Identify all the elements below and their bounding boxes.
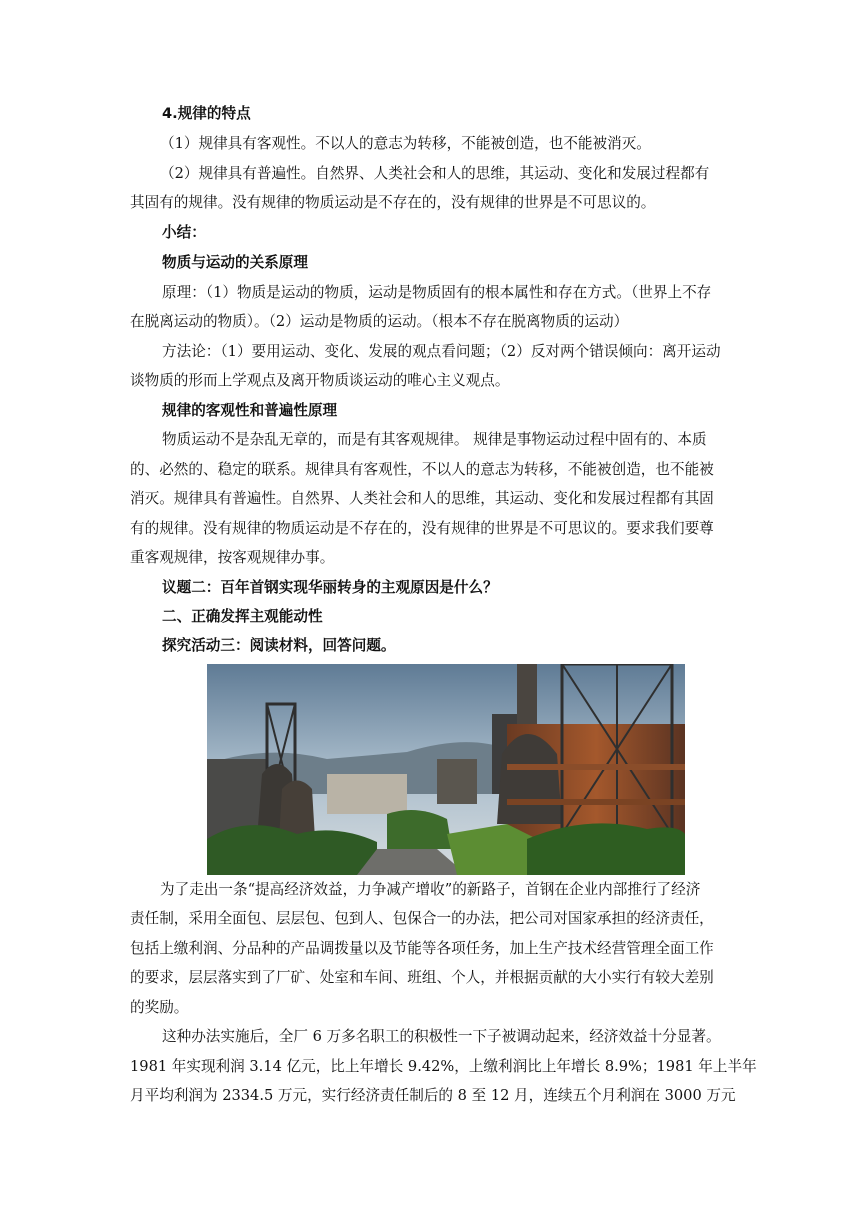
paragraph-line: 责任制，采用全面包、层层包、包到人、包保合一的办法，把公司对国家承担的经济责任， — [130, 910, 714, 927]
paragraph-line: 包括上缴利润、分品种的产品调拨量以及节能等各项任务，加上生产技术经营管理全面工作 — [130, 940, 714, 957]
paragraph-line: 的、必然的、稳定的联系。规律具有客观性，不以人的意志为转移，不能被创造，也不能被 — [130, 461, 714, 478]
section-heading-law-features: 4.规律的特点 — [162, 105, 251, 122]
paragraph-line: 重客观规律，按客观规律办事。 — [130, 549, 335, 566]
activity-three-heading: 探究活动三：阅读材料，回答问题。 — [162, 637, 396, 654]
paragraph-line: 为了走出一条“提高经济效益，力争减产增收”的新路子，首钢在企业内部推行了经济 — [160, 881, 701, 898]
shougang-steel-plant-photo — [207, 664, 685, 875]
subheading-matter-motion: 物质与运动的关系原理 — [162, 254, 308, 271]
paragraph-line: 消灭。规律具有普遍性。自然界、人类社会和人的思维，其运动、变化和发展过程都有其固 — [130, 490, 714, 507]
paragraph-line: （1）规律具有客观性。不以人的意志为转移，不能被创造，也不能被消灭。 — [160, 135, 651, 152]
paragraph-line: 方法论：（1）要用运动、变化、发展的观点看问题；（2）反对两个错误倾向：离开运动 — [162, 343, 721, 360]
paragraph-line: 谈物质的形而上学观点及离开物质谈运动的唯心主义观点。 — [130, 372, 510, 389]
paragraph-line: 1981 年实现利润 3.14 亿元，比上年增长 9.42%，上缴利润比上年增长 8.9%；1981 年上半年 — [130, 1058, 757, 1075]
section-two-heading: 二、正确发挥主观能动性 — [162, 608, 323, 625]
topic-two-heading: 议题二：百年首钢实现华丽转身的主观原因是什么？ — [162, 579, 498, 596]
paragraph-line: 的要求，层层落实到了厂矿、处室和车间、班组、个人，并根据贡献的大小实行有较大差别 — [130, 969, 714, 986]
summary-heading: 小结： — [162, 224, 206, 241]
paragraph-line: 这种办法实施后，全厂 6 万多名职工的积极性一下子被调动起来，经济效益十分显著。 — [162, 1028, 721, 1045]
paragraph-line: 月平均利润为 2334.5 万元，实行经济责任制后的 8 至 12 月，连续五个月利润在 3000 万元 — [130, 1087, 736, 1104]
paragraph-line: 在脱离运动的物质）。（2）运动是物质的运动。（根本不存在脱离物质的运动） — [130, 313, 629, 330]
paragraph-line: 物质运动不是杂乱无章的，而是有其客观规律。 规律是事物运动过程中固有的、本质 — [162, 431, 707, 448]
paragraph-line: 有的规律。没有规律的物质运动是不存在的，没有规律的世界是不可思议的。要求我们要尊 — [130, 520, 714, 537]
paragraph-line: 的奖励。 — [130, 999, 189, 1016]
paragraph-line: （2）规律具有普遍性。自然界、人类社会和人的思维，其运动、变化和发展过程都有 — [160, 165, 710, 182]
subheading-law-objectivity: 规律的客观性和普遍性原理 — [162, 402, 338, 419]
paragraph-line: 原理：（1）物质是运动的物质，运动是物质固有的根本属性和存在方式。（世界上不存 — [162, 284, 712, 301]
paragraph-line: 其固有的规律。没有规律的物质运动是不存在的，没有规律的世界是不可思议的。 — [130, 194, 656, 211]
